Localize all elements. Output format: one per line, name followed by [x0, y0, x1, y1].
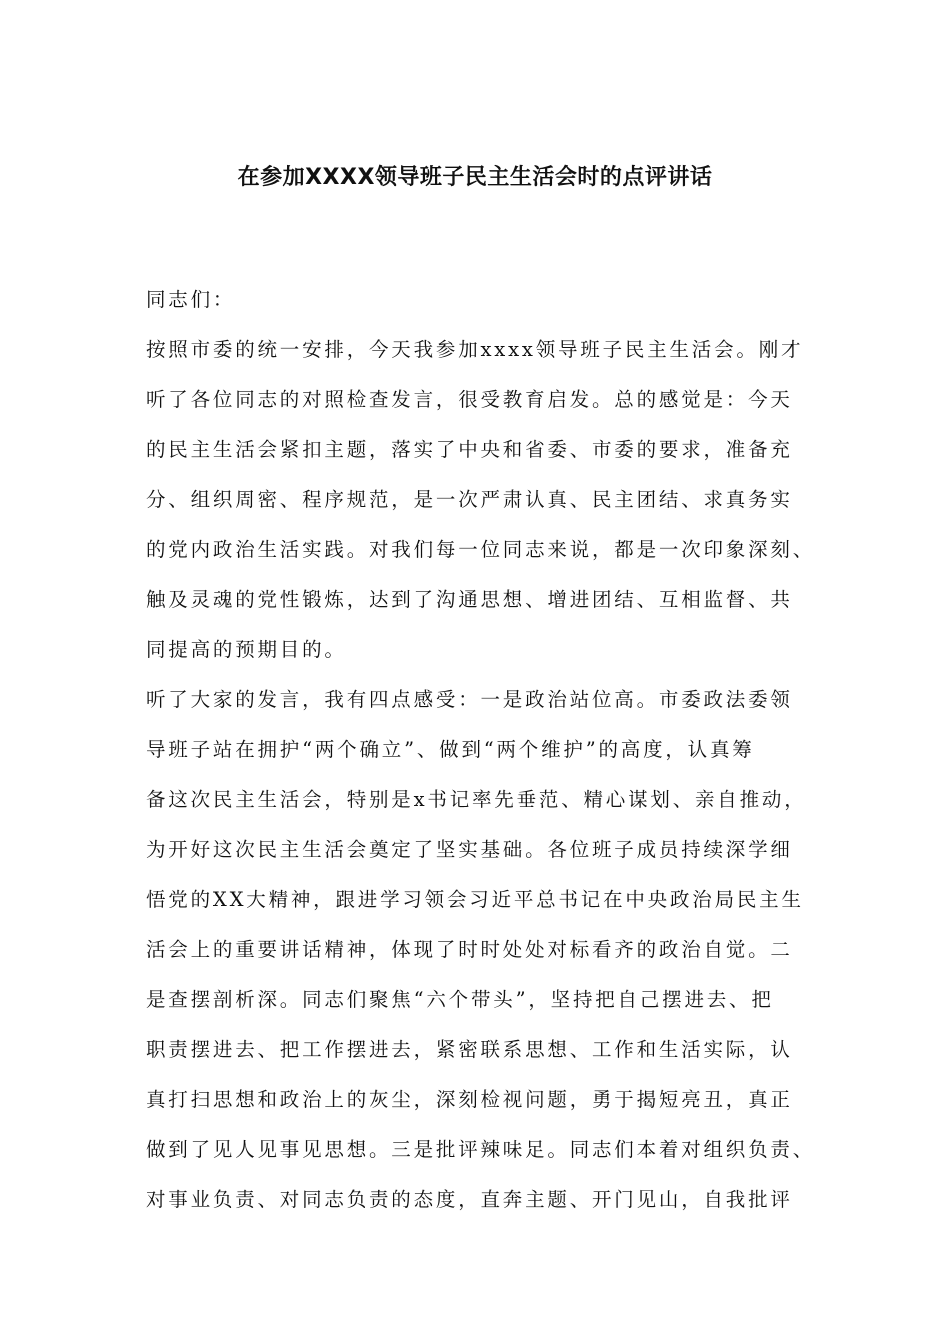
text-line: 活会上的重要讲话精神，体现了时时处处对标看齐的政治自觉。二	[146, 938, 793, 961]
text-line: 分、组织周密、程序规范，是一次严肃认真、民主团结、求真务实	[146, 488, 793, 511]
text-line: 备这次民主生活会，特别是x书记率先垂范、精心谋划、亲自推动，	[146, 788, 807, 811]
text-line: 对事业负责、对同志负责的态度，直奔主题、开门见山，自我批评	[146, 1188, 793, 1211]
text-line: 听了大家的发言，我有四点感受：一是政治站位高。市委政法委领	[146, 688, 793, 711]
text-line: 职责摆进去、把工作摆进去，紧密联系思想、工作和生活实际，认	[146, 1038, 793, 1061]
text-line: 导班子站在拥护“两个确立”、做到“两个维护”的高度，认真筹	[146, 738, 755, 761]
text-line: 真打扫思想和政治上的灰尘，深刻检视问题，勇于揭短亮丑，真正	[146, 1088, 793, 1111]
text-line: 是查摆剖析深。同志们聚焦“六个带头”，坚持把自己摆进去、把	[146, 988, 774, 1011]
text-line: 的民主生活会紧扣主题，落实了中央和省委、市委的要求，准备充	[146, 438, 793, 461]
text-line: 同提高的预期目的。	[146, 638, 347, 661]
text-line: 触及灵魂的党性锻炼，达到了沟通思想、增进团结、互相监督、共	[146, 588, 793, 611]
text-line: 做到了见人见事见思想。三是批评辣味足。同志们本着对组织负责、	[146, 1138, 816, 1161]
document-title: 在参加XXXX领导班子民主生活会时的点评讲话	[237, 165, 713, 190]
salutation-line: 同志们：	[146, 288, 236, 311]
text-line: 按照市委的统一安排，今天我参加xxxx领导班子民主生活会。刚才	[146, 338, 804, 361]
document-body	[146, 282, 836, 1232]
text-line: 的党内政治生活实践。对我们每一位同志来说，都是一次印象深刻、	[146, 538, 816, 561]
text-line: 为开好这次民主生活会奠定了坚实基础。各位班子成员持续深学细	[146, 838, 793, 861]
text-line: 听了各位同志的对照检查发言，很受教育启发。总的感觉是：今天	[146, 388, 793, 411]
text-line: 悟党的XX大精神，跟进学习领会习近平总书记在中央政治局民主生	[146, 888, 804, 911]
